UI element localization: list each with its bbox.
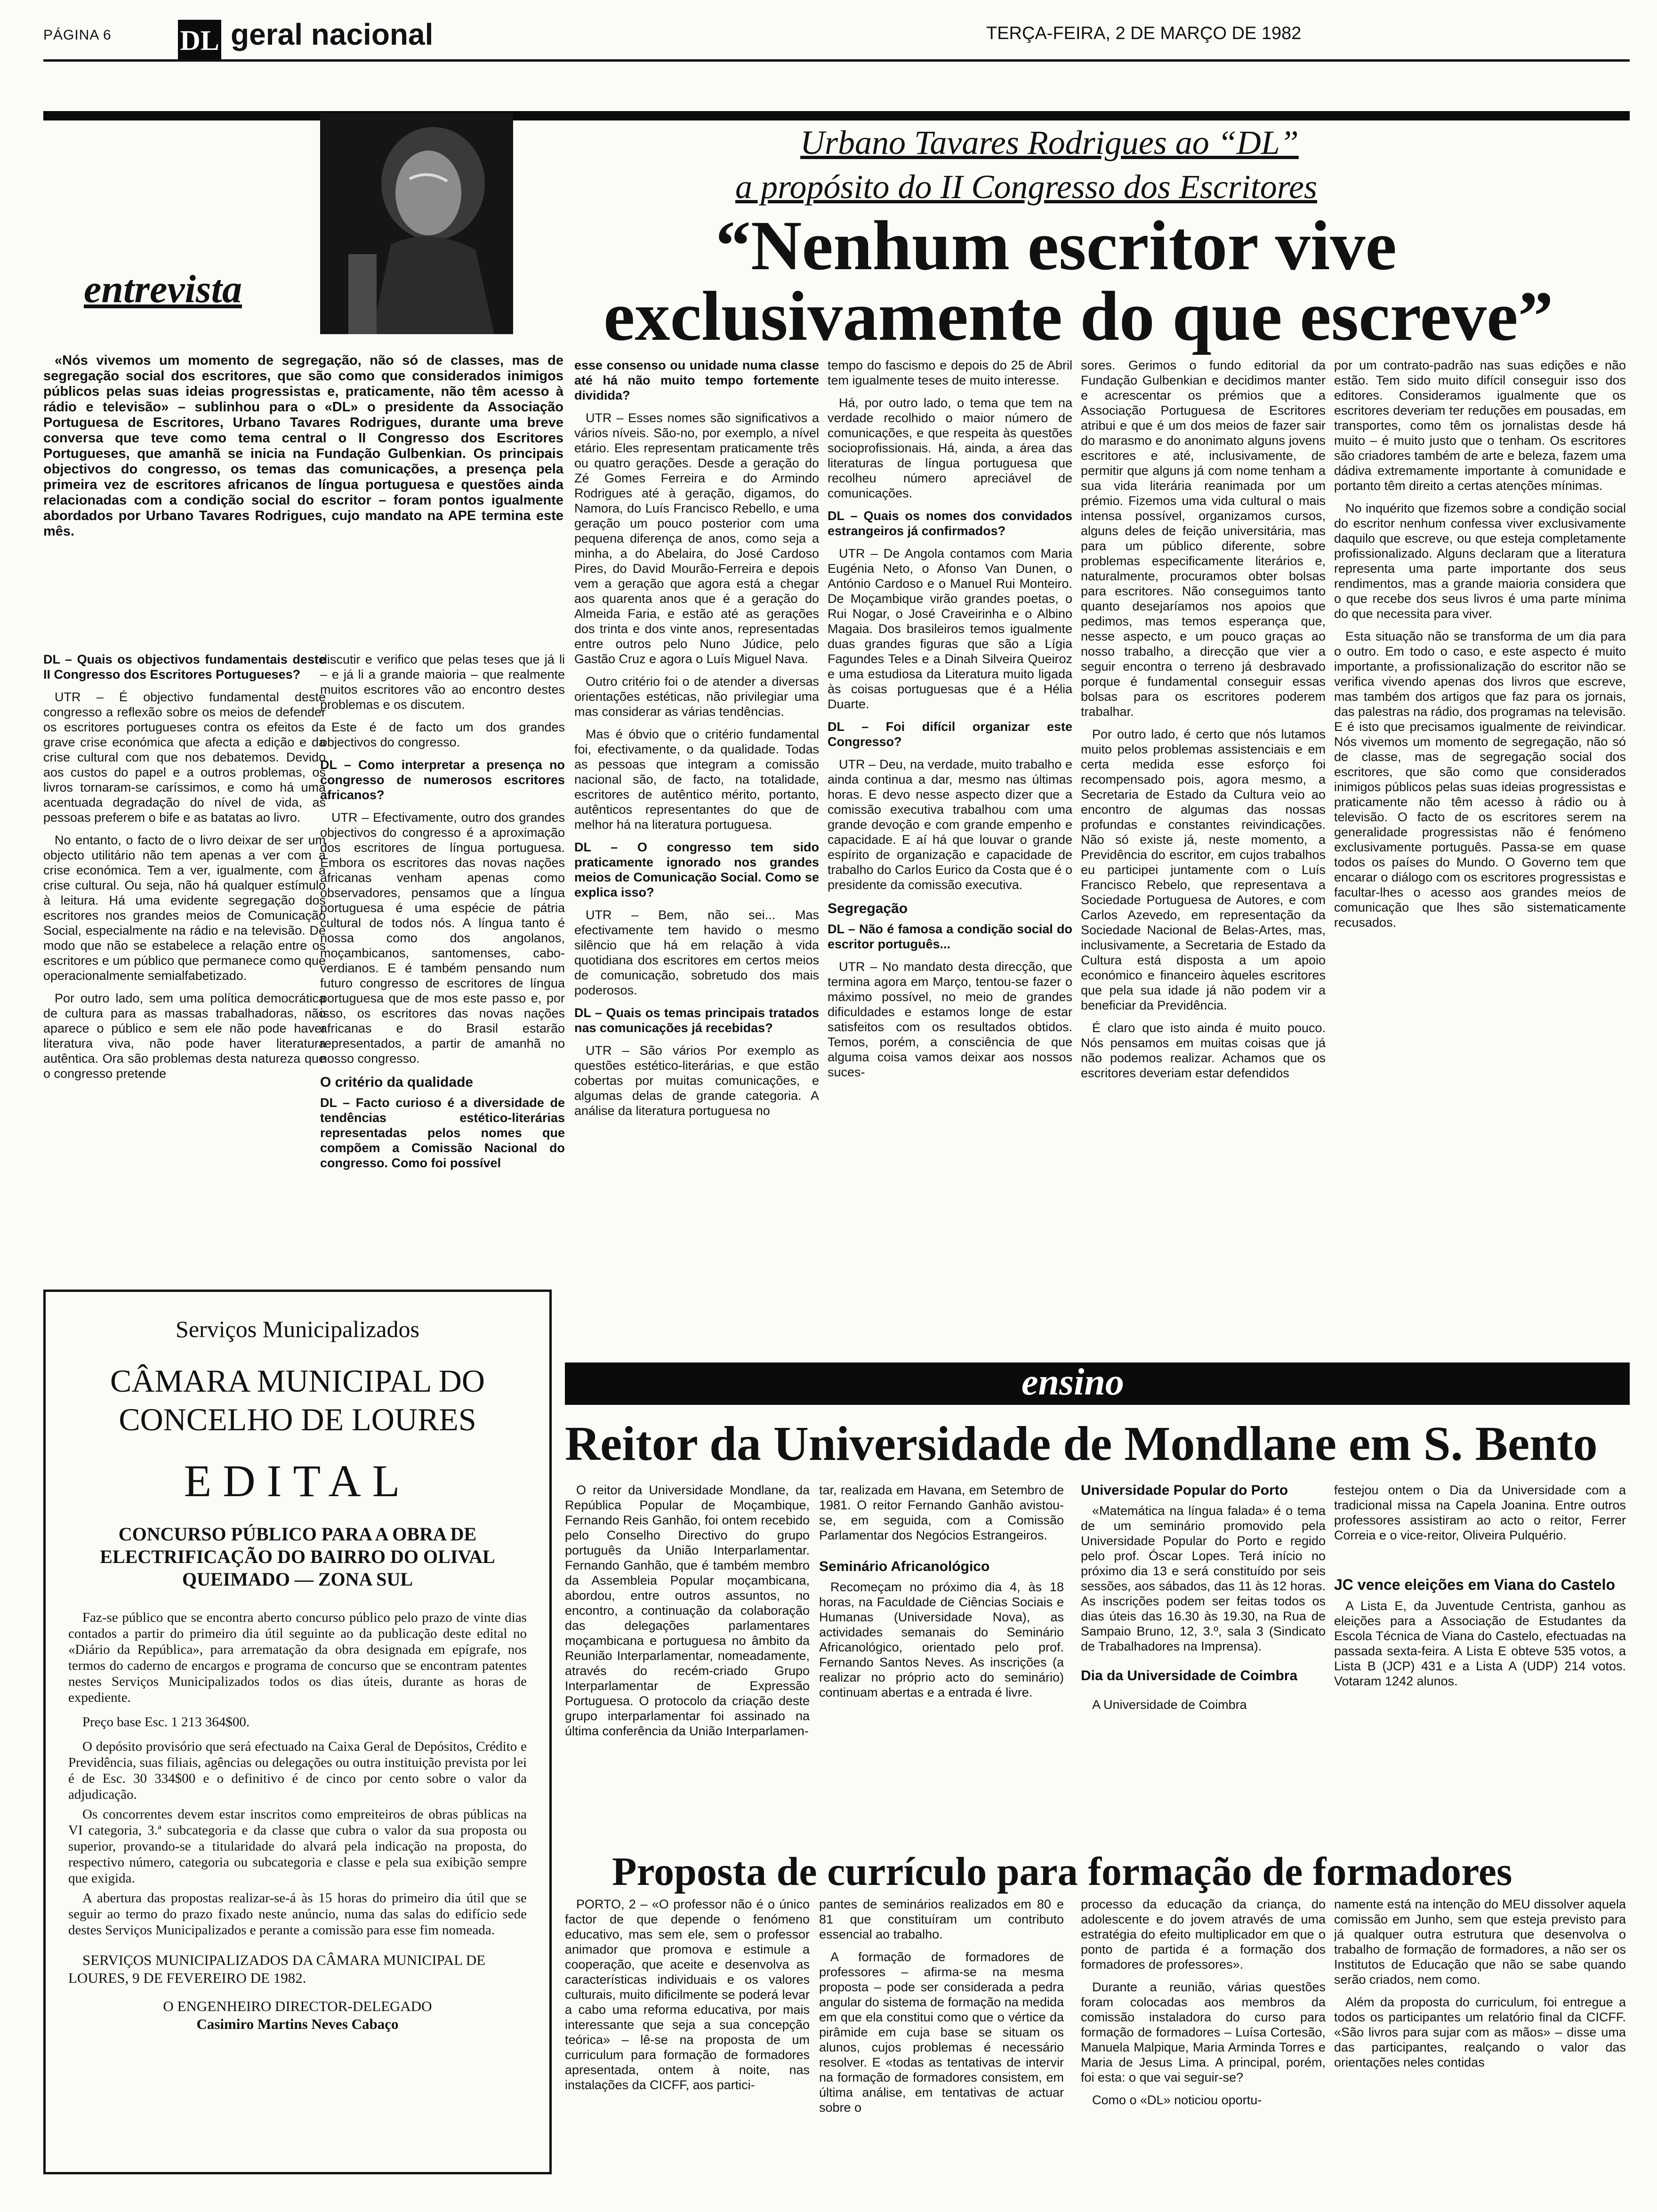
ensino-paragraph: «Matemática na língua falada» é o tema de um seminário promovido pela Universidade Popular do Porto e regido pelo prof. Óscar Lopes. Terá início no próximo dia 13 e será constituído por seis sessões, aos sábados, das 11 às 12 horas. As inscrições podem ser feitas todos os dias úteis das 16.30 às 19.30, na Rua de Sampaio Bruno, 12, 3.º, sala 3 (Sindicato de Trabalhadores na Imprensa). <box>1081 1504 1326 1653</box>
edital-paragraph: Faz-se público que se encontra aberto concurso público pelo prazo de vinte dias contados a partir do primeiro dia útil seguinte ao da publicação deste edital no «Diário da República», para arrematação da obra designada em epígrafe, nos termos do caderno de encargos e programa de concurso que se encontram patentes nestes Serviços Municipalizados todos os dias úteis, durante as horas de expediente. <box>68 1610 527 1705</box>
formadores-paragraph: processo da educação da criança, do adolescente e do jovem através de uma estratégia do efeito multiplicador em que o ponto de partida é a formação dos formadores de professores». <box>1081 1897 1326 1972</box>
edital-paragraph: A abertura das propostas realizar-se-á às 15 horas do primeiro dia útil que se seguir ao termo do prazo fixado neste anúncio, numa das salas do edifício sede destes Serviços Municipalizados e perante a comissão para esse fim nomeada. <box>68 1891 527 1938</box>
answer-paragraph: UTR – De Angola contamos com Maria Eugénia Neto, o Afonso Van Dunen, o António Cardoso e o Manuel Rui Monteiro. De Moçambique virão grandes poetas, o Rui Nogar, o José Craveirinha e o Albino Magaia. Dos brasileiros temos igualmente duas grandes figuras que são a Lígia Fagundes Teles e a Dinah Silveira Queiroz e uma estudiosa da Literatura muito ligada às coisas portuguesas que é a Hélia Duarte. <box>828 546 1072 711</box>
answer-paragraph: Há, por outro lado, o tema que tem na verdade recolhido o maior número de comunicações, e que respeita às questões socioprofissionais. Há, ainda, a área das literaturas de língua portuguesa que recolheu número apreciável de comunicações. <box>828 396 1072 500</box>
edital-signature-title: O ENGENHEIRO DIRECTOR-DELEGADO <box>163 1998 432 2014</box>
edital-title: EDITAL <box>184 1456 411 1506</box>
formadores-paragraph: PORTO, 2 – «O professor não é o único factor de que depende o fenómeno educativo, mas sem ele, sem o professor animador que promova e estimule a cooperação, que aceite e desenvolva as características individuais e os valores culturais, muito dificilmente se poderá levar a cabo uma reforma educativa, por mais interessante que seja a sua concepção teórica» – lê-se na proposta de um curriculum para formação de formadores apresentada, ontem à noite, nas instalações da CICFF, aos partici- <box>565 1897 810 2092</box>
dl-logo <box>178 20 221 61</box>
edital-price: Preço base Esc. 1 213 364$00. <box>82 1715 250 1730</box>
question-6: DL – Quais os nomes dos convidados estrangeiros já confirmados? <box>828 509 1072 538</box>
question-7: DL – Foi difícil organizar este Congresso? <box>828 720 1072 749</box>
answer-paragraph: discutir e verifico que pelas teses que já li – e já li a grande maioria – que realmente muitos escritores vão ao encontro destes problemas e os discutem. <box>320 652 565 712</box>
formadores-paragraph: namente está na intenção do MEU dissolver aquela comissão em Junho, sem que esteja previsto para já qualquer outra estrutura que desenvolva o trabalho de formação de formadores, a não ser os Institutos de Educação que não se sabe quando serão criados, nem como. <box>1334 1897 1626 1987</box>
section-tag-ensino: ensino <box>1022 1362 1124 1403</box>
answer-paragraph: Outro critério foi o de atender a diversas orientações estéticas, não privilegiar uma mas considerar as várias tendências. <box>574 674 819 719</box>
interview-column-4 <box>828 358 1072 1355</box>
author-photo <box>320 113 513 334</box>
formadores-column-3 <box>1081 1897 1326 2198</box>
question-8: DL – Não é famosa a condição social do escritor português... <box>828 922 1072 951</box>
answer-paragraph: UTR – É objectivo fundamental deste congresso a reflexão sobre os meios de defender os escritores portugueses contra os efeitos da grave crise económica que afecta a edição e da crise cultural com que nos debatemos. Devido aos custos do papel e a outros problemas, os livros tornaram-se caríssimos, e como há uma acentuada degradação do nível de vida, as pessoas preferem o bife e as batatas ao livro. <box>43 690 326 825</box>
answer-paragraph: UTR – Deu, na verdade, muito trabalho e ainda continua a dar, mesmo nas últimas horas. E devo nesse aspecto dizer que a comissão executiva trabalhou com uma grande devoção e com grande empenho e capacidade. E aí há que louvar o grande espírito de organização e capacidade de trabalho do Carlos Eurico da Costa que é o presidente da comissão executiva. <box>828 757 1072 892</box>
question-4: DL – O congresso tem sido praticamente ignorado nos grandes meios de Comunicação Social. Como se explica isso? <box>574 840 819 899</box>
answer-paragraph: UTR – Bem, não sei... Mas efectivamente tem havido o mesmo silêncio que há em relação à vida quotidiana dos escritores em certos meios de comunicação, sobretudo dos mais poderosos. <box>574 908 819 997</box>
answer-paragraph: UTR – Efectivamente, outro dos grandes objectivos do congresso é a aproximação dos escritores de língua portuguesa. Embora os escritores das novas nações africanas venham apenas como observadores, pensamos que a língua portuguesa é uma espécie de pátria cultural de todos nós. A língua tanto é nossa como dos angolanos, moçambicanos, santomenses, cabo-verdianos. E é também pensando num futuro congresso de escritores de língua portuguesa que de mos este passo e, por isso, os escritores das novas nações africanas e do Brasil estarão representados, a partir de amanhã no nosso congresso. <box>320 810 565 1066</box>
formadores-column-4 <box>1334 1897 1626 2198</box>
ensino-paragraph: Recomeçam no próximo dia 4, às 18 horas, na Faculdade de Ciências Sociais e Humanas (Universidade Nova), as actividades semanais do Seminário Africanológico, orientado pelo prof. Fernando Santos Neves. As inscrições (a realizar no próprio acto do seminário) continuam abertas e a entrada é livre. <box>819 1580 1064 1699</box>
interview-headline-1: “Nenhum escritor vive <box>716 207 1397 285</box>
ensino-column-1 <box>565 1483 810 1812</box>
answer-paragraph: Por outro lado, é certo que nós lutamos muito pelos problemas assistenciais e em certa medida esse esforço foi recompensado pois, agora mesmo, a Secretaria de Estado da Cultura veio ao encontro de algumas das nossas profundas e constantes reivindicações. Não só existe já, neste momento, a Previdência do escritor, em cujos trabalhos eu participei juntamente com o Luís Francisco Rebelo, que representava a Sociedade Portuguesa de Autores, e com Carlos Azevedo, em representação da Sociedade Nacional de Belas-Artes, mas, inclusivamente, a Secretaria de Estado da Cultura está disposta a um apoio económico e financeiro àqueles escritores que pela sua idade já não podem vir a beneficiar da Previdência. <box>1081 727 1326 1012</box>
ensino-column-3 <box>1081 1483 1326 1821</box>
formadores-column-2 <box>819 1897 1064 2198</box>
author-photo-figure <box>320 113 513 334</box>
formadores-paragraph: pantes de seminários realizados em 80 e 81 que constituíram um contributo essencial ao trabalho. <box>819 1897 1064 1941</box>
ensino-column-2 <box>819 1483 1064 1812</box>
interview-column-6 <box>1334 358 1626 1355</box>
answer-paragraph: No entanto, o facto de o livro deixar de ser um objecto utilitário não tem apenas a ver com a crise económica. Tem a ver, igualmente, com a crise cultural. Ou seja, não há qualquer estímulo à leitura. Há uma evidente segregação dos escritores nos grandes meios de Comunicação Social, especialmente na rádio e na televisão. De modo que não se estabelece a relação entre os escritores e um público que permanece como que operacionalmente semialfabetizado. <box>43 833 326 983</box>
ensino-paragraph: O reitor da Universidade Mondlane, da República Popular de Moçambique, Fernando Reis Ganhão, foi ontem recebido pelo Conselho Directivo do grupo português da União Interparlamentar. Fernando Ganhão, que é também membro da Assembleia Popular moçambicana, abordou, entre outros assuntos, no encontro, a continuação da colaboração das delegações parlamentares moçambicana e portuguesa no âmbito da Reunião Interparlamentar, nomeadamente, através do recém-criado Grupo Interparlamentar de Expressão Portuguesa. O protocolo da criação deste grupo interparlamentar foi assinado na última conferência da União Interparlamen- <box>565 1483 810 1738</box>
masthead-rule <box>43 59 1630 62</box>
issue-date: TERÇA-FEIRA, 2 DE MARÇO DE 1982 <box>986 24 1302 43</box>
ensino-paragraph: A Lista E, da Juventude Centrista, ganhou as eleições para a Associação de Estudantes da Escola Técnica de Viana do Castelo, efectuadas na passada sexta-feira. A Lista E obteve 535 votos, a Lista B (JCP) 431 e a Lista A (UDP) 214 votos. Votaram 1242 alunos. <box>1334 1599 1626 1688</box>
question-3-cont: esse consenso ou unidade numa classe até há não muito tempo fortemente dividida? <box>574 358 819 402</box>
edital-org-2: CONCELHO DE LOURES <box>119 1402 476 1437</box>
interview-headline-2: exclusivamente do que escreve” <box>603 277 1553 355</box>
subhead-jc-viana: JC vence eleições em Viana do Castelo <box>1334 1576 1616 1593</box>
lead-paragraph: «Nós vivemos um momento de segregação, não só de classes, mas de segregação social dos escritores, que são como que considerados inimigos públicos pelas suas ideias progressistas e, praticamente, não têm acesso à rádio e televisão» – sublinhou para o «DL» o presidente da Associação Portuguesa de Escritores, Urbano Tavares Rodrigues, durante uma breve conversa que teve como tema central o II Congresso dos Escritores Portugueses, que amanhã se inicia na Fundação Gulbenkian. Os principais objectivos do congresso, os temas das comunicações, a presença pela primeira vez de escritores africanos de língua portuguesa e questões ainda relacionadas com a condição social do escritor – foram pontos igualmente abordados por Urbano Tavares Rodrigues, cujo mandato na APE termina este mês. <box>43 353 563 539</box>
subhead-criterio: O critério da qualidade <box>320 1074 474 1090</box>
formadores-headline: Proposta de currículo para formação de formadores <box>612 1849 1512 1894</box>
subhead-seminario: Seminário Africanológico <box>819 1559 990 1574</box>
answer-paragraph: No inquérito que fizemos sobre a condição social do escritor nenhum confessa viver exclusivamente daquilo que escreve, ou que esteja completamente profissionalizado. Alguns declaram que a literatura representa uma parte importante dos seus rendimentos, mas a grande maioria considera que o que recebe dos seus livros é uma parte mínima do que necessita para viver. <box>1334 501 1626 621</box>
answer-paragraph: sores. Gerimos o fundo editorial da Fundação Gulbenkian e decidimos manter e acrescentar os prémios que a Associação Portuguesa de Escritores atribui e que é um dos meios de fazer sair do marasmo e do anonimato alguns jovens escritores e até, inclusivamente, de permitir que alguns já com nome tenham a sua vida literária reanimada por um prémio. Fizemos uma vida cultural o mais intensa possível, organizamos cursos, alguns deles de feição universitária, mas para um público diferente, sobre problemas especificamente literários e, naturalmente, procuramos obter bolsas para escritores. Não conseguimos tanto quanto desejaríamos nos apoios que pedimos, mas temos esperança que, nesse aspecto, e um pouco graças ao nosso trabalho, a direcção que vier a seguir encontra o terreno já desbravado porque é fundamental conseguir essas bolsas para os escritores poderem trabalhar. <box>1081 358 1326 719</box>
subhead-segregacao: Segregação <box>828 901 908 916</box>
formadores-column-1 <box>565 1897 810 2198</box>
question-2: DL – Como interpretar a presença no congresso de numerosos escritores africanos? <box>320 758 565 802</box>
answer-paragraph: UTR – No mandato desta direcção, que termina agora em Março, tentou-se fazer o máximo possível, no meio de grandes dificuldades e estamos longe de estar satisfeitos com os resultados obtidos. Temos, porém, a consciência de que alguma coisa vamos deixar aos nossos suces- <box>828 960 1072 1079</box>
ensino-paragraph: festejou ontem o Dia da Universidade com a tradicional missa na Capela Joanina. Entre outros professores assistiram ao acto o reitor, Ferrer Correia e o vice-reitor, Oliveira Pulquério. <box>1334 1483 1626 1542</box>
answer-paragraph: Este é de facto um dos grandes objectivos do congresso. <box>320 720 565 749</box>
interview-lead <box>43 353 563 547</box>
section-name: geral nacional <box>231 17 434 51</box>
edital-signature-place: SERVIÇOS MUNICIPALIZADOS DA CÂMARA MUNICIPAL DE LOURES, 9 DE FEVEREIRO DE 1982. <box>68 1952 486 1986</box>
page-number: PÁGINA 6 <box>43 27 112 43</box>
ensino-column-4 <box>1334 1483 1626 1821</box>
formadores-paragraph: Durante a reunião, várias questões foram colocadas aos membros da comissão instaladora do curso para formação de formadores – Luísa Cortesão, Manuela Malpique, Maria Arminda Torres e Maria de Jesus Lima. A principal, porém, foi esta: o que vai seguir-se? <box>1081 1980 1326 2084</box>
edital-org-1: CÂMARA MUNICIPAL DO <box>110 1363 485 1399</box>
subhead-universidade-porto: Universidade Popular do Porto <box>1081 1483 1288 1498</box>
interview-column-1 <box>43 652 326 1268</box>
edital-signature-name: Casimiro Martins Neves Cabaço <box>196 2016 399 2032</box>
interview-kicker-1: Urbano Tavares Rodrigues ao “DL” <box>800 124 1299 161</box>
interview-column-5 <box>1081 358 1326 1355</box>
formadores-paragraph: A formação de formadores de professores – afirma-se na mesma proposta – pode ser considerada a pedra angular do sistema de formação na medida em que ela constitui como que o vértice da pirâmide em cuja base se situam os alunos, cujos problemas é necessário resolver. E «todas as tentativas de intervir na formação de formadores consistem, em última análise, em tentativas de actuar sobre o <box>819 1950 1064 2115</box>
section-tag-entrevista: entrevista <box>84 267 242 311</box>
edital-subject: CONCURSO PÚBLICO PARA A OBRA DE ELECTRIFICAÇÃO DO BAIRRO DO OLIVAL QUEIMADO — ZONA SUL <box>100 1523 495 1590</box>
interview-column-3 <box>574 358 819 1355</box>
dl-logo-text: DL <box>180 25 219 56</box>
question-3: DL – Facto curioso é a diversidade de tendências estético-literárias representadas pelos nomes que compõem a Comissão Nacional do congresso. Como foi possível <box>320 1096 565 1170</box>
answer-paragraph: por um contrato-padrão nas suas edições e não estão. Tem sido muito difícil conseguir isso dos editores. Consideramos igualmente que os escritores deveriam ter reduções em pousadas, em transportes, como têm os jornalistas desde há muito – é muito justo que o tenham. Os escritores são criadores também de arte e beleza, fazem uma dádiva extremamente importante à comunidade e portanto têm direito a certas atenções mínimas. <box>1334 358 1626 493</box>
formadores-paragraph: Além da proposta do curriculum, foi entregue a todos os participantes um relatório final da CICFF. «São livros para sujar com as mãos» – disse uma das participantes, realçando o valor das orientações neles contidas <box>1334 1995 1626 2069</box>
question-1: DL – Quais os objectivos fundamentais deste II Congresso dos Escritores Portugueses? <box>43 652 326 681</box>
ensino-paragraph: tar, realizada em Havana, em Setembro de 1981. O reitor Fernando Ganhão avistou-se, em seguida, com a Comissão Parlamentar dos Negócios Estrangeiros. <box>819 1483 1064 1542</box>
formadores-paragraph: Como o «DL» noticiou oportu- <box>1092 2093 1262 2107</box>
subhead-dia-coimbra: Dia da Universidade de Coimbra <box>1081 1668 1298 1683</box>
ensino-headline: Reitor da Universidade de Mondlane em S. Bento <box>565 1417 1598 1471</box>
edital-paragraph: Os concorrentes devem estar inscritos como empreiteiros de obras públicas na VI categoria, 3.ª subcategoria e da classe que cubra o valor da sua proposta ou superior, provando-se a titularidade do alvará pela indicação na proposta, do respectivo número, categoria ou subcategoria e classe e pela sua exibição sempre que exigida. <box>68 1807 527 1886</box>
answer-paragraph: Mas é óbvio que o critério fundamental foi, efectivamente, o da qualidade. Todas as pessoas que integram a comissão nacional são, de facto, na totalidade, escritores de autêntico mérito, portanto, autênticos representantes do que de melhor há na literatura portuguesa. <box>574 727 819 832</box>
interview-column-2 <box>320 652 565 1268</box>
edital-header: Serviços Municipalizados <box>176 1316 419 1342</box>
answer-paragraph: Por outro lado, sem uma política democrática de cultura para as massas trabalhadoras, não aparece o público e sem ele não pode haver literatura viva, não pode haver literatura autêntica. Ora são problemas desta natureza que o congresso pretende <box>43 991 326 1081</box>
interview-kicker-2: a propósito do II Congresso dos Escritores <box>735 168 1318 206</box>
edital-box <box>43 1290 552 2174</box>
masthead-band <box>43 111 1630 120</box>
question-5: DL – Quais os temas principais tratados nas comunicações já recebidas? <box>574 1006 819 1035</box>
answer-paragraph: É claro que isto ainda é muito pouco. Nós pensamos em muitas coisas que já não podemos realizar. Achamos que os escritores deveriam estar defendidos <box>1081 1021 1326 1080</box>
edital-paragraph: O depósito provisório que será efectuado na Caixa Geral de Depósitos, Crédito e Previdência, suas filiais, agências ou delegações ou outra instituição prevista por lei é de Esc. 30 334$00 e o definitivo é de cinco por cento sobre o valor da adjudicação. <box>68 1739 527 1802</box>
answer-paragraph: UTR – Esses nomes são significativos a vários níveis. São-no, por exemplo, a nível etário. Eles representam praticamente três ou quatro gerações. Desde a geração do Zé Gomes Ferreira e do Armindo Rodrigues até à geração, digamos, do Namora, do Luís Francisco Rebello, e uma geração um pouco posterior com uma pequena diferença de anos, como seja a minha, a do Abelaira, do José Cardoso Pires, do David Mourão-Ferreira e depois vem a geração que agora está a chegar aos quarenta anos que é a geração do Almeida Faria, e estão até as gerações dos trinta e dos vinte anos, representadas entre outros pelo Nuno Júdice, pelo Gastão Cruz e agora o Luís Miguel Nava. <box>574 411 819 666</box>
answer-paragraph: UTR – São vários Por exemplo as questões estético-literárias, e que estão cobertas por muitas comunicações, e algumas delas de grande categoria. A análise da literatura portuguesa no <box>574 1043 819 1118</box>
answer-paragraph: tempo do fascismo e depois do 25 de Abril tem igualmente teses de muito interesse. <box>828 358 1072 387</box>
ensino-paragraph: A Universidade de Coimbra <box>1092 1698 1247 1712</box>
answer-paragraph: Esta situação não se transforma de um dia para o outro. Em todo o caso, e este aspecto é muito importante, a profissionalização do escritor não se verifica vivendo apenas dos livros que escreve, mas também dos artigos que faz para os jornais, das palestras na rádio, dos programas na televisão. E é isto que precisamos igualmente de reivindicar. Nós vivemos um momento de segregação, não só de classe, mas de segregação social dos escritores, que são como que considerados inimigos públicos pelas suas ideias progressistas e praticamente não têm acesso à rádio ou à televisão. O facto de os escritores serem na generalidade progressistas não é fenómeno exclusivamente português. Passa-se em quase todos os países do Mundo. O Governo tem que encarar o diálogo com os escritores progressistas e facultar-lhes o acesso aos grandes meios de comunicação que lhes são sistematicamente recusados. <box>1334 629 1626 930</box>
